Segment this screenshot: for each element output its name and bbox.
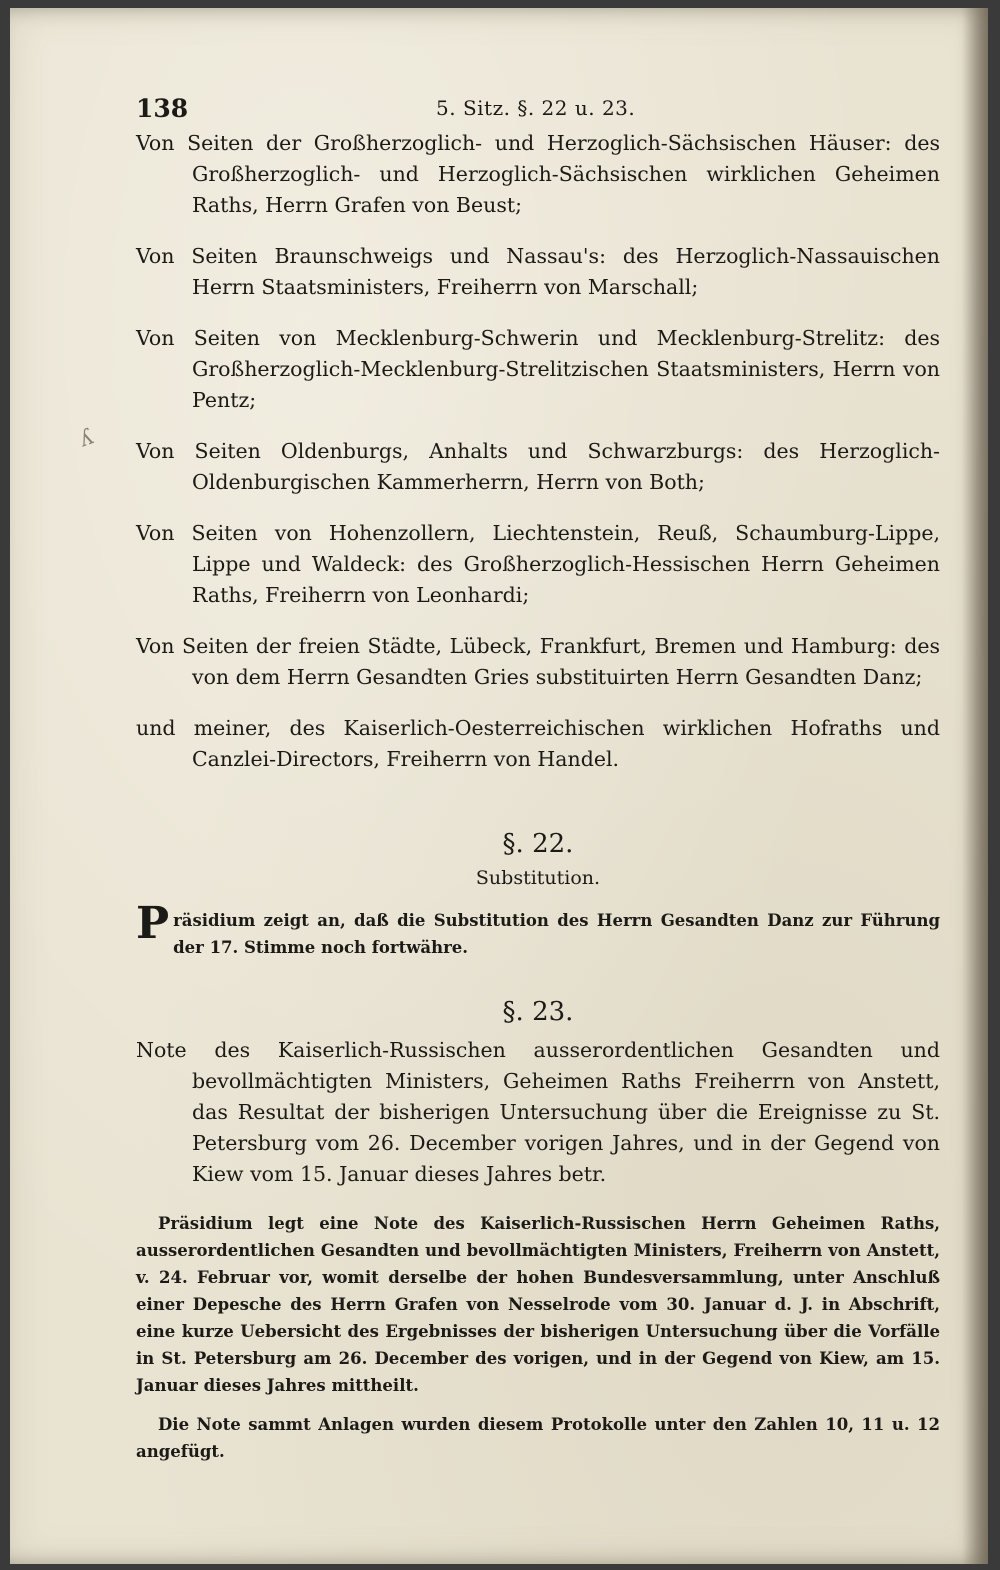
section-23-paragraph-1: Präsidium legt eine Note des Kaiserlich-Russischen Herrn Geheimen Raths, ausserordentlichen Gesandten und bevollmächtigten Ministers, Freiherrn von Anstett, v. 24. Februar vor, womit derselbe der hohen Bundesversammlung, unter Anschluß einer Depesche des Herrn Grafen von Nesselrode vom 30. Januar d. J. in Abschrift, eine kurze Uebersicht des Ergebnisses der bisherigen Untersuchung über die Vorfälle in St. Petersburg am 26. December des vorigen, und in der Gegend von Kiew, am 15. Januar dieses Jahres mittheilt. xyxy=(136,1214,940,1395)
page-number: 138 xyxy=(136,94,189,123)
stray-ink-mark: ʎ xyxy=(76,424,97,453)
section-22-body: räsidium zeigt an, daß die Substitution des Herrn Gesandten Danz zur Führung der 17. Stimme noch fortwähre. xyxy=(173,911,940,957)
entry-mecklenburg: Von Seiten von Mecklenburg-Schwerin und Mecklenburg-Strelitz: des Großherzoglich-Mecklenburg-Strelitzischen Staatsministers, Herrn von Pentz; xyxy=(136,326,940,412)
entry-hohenzollern: Von Seiten von Hohenzollern, Liechtenstein, Reuß, Schaumburg-Lippe, Lippe und Waldeck: des Großherzoglich-Hessischen Herrn Geheimen Raths, Freiherrn von Leonhardi; xyxy=(136,521,940,607)
section-22-heading: §. 22. xyxy=(502,829,574,859)
page-edge-shadow xyxy=(962,8,988,1564)
page-header xyxy=(136,90,936,130)
section-23-heading: §. 23. xyxy=(502,997,574,1027)
section-23-paragraph-2: Die Note sammt Anlagen wurden diesem Protokolle unter den Zahlen 10, 11 u. 12 angefügt. xyxy=(136,1415,940,1461)
section-22-subtitle: Substitution. xyxy=(475,867,601,889)
entry-saxon-houses: Von Seiten der Großherzoglich- und Herzoglich-Sächsischen Häuser: des Großherzoglich- und Herzoglich-Sächsischen wirklichen Geheimen Raths, Herrn Grafen von Beust; xyxy=(136,131,940,217)
section-23-summary: Note des Kaiserlich-Russischen ausserordentlichen Gesandten und bevollmächtigten Ministers, Geheimen Raths Freiherrn von Anstett, das Resultat der bisherigen Untersuchung über die Ereignisse zu St. Petersburg vom 26. December vorigen Jahres, und in der Gegend von Kiew vom 15. Januar dieses Jahres betr. xyxy=(136,1038,940,1186)
body-text xyxy=(136,128,940,1465)
entry-free-cities: Von Seiten der freien Städte, Lübeck, Frankfurt, Bremen und Hamburg: des von dem Herrn Gesandten Gries substituirten Herrn Gesandten Danz; xyxy=(136,634,940,689)
entry-braunschweig-nassau: Von Seiten Braunschweigs und Nassau's: des Herzoglich-Nassauischen Herrn Staatsministers, Freiherrn von Marschall; xyxy=(136,244,940,299)
running-head: 5. Sitz. §. 22 u. 23. xyxy=(436,96,636,120)
entry-oldenburg: Von Seiten Oldenburgs, Anhalts und Schwarzburgs: des Herzoglich-Oldenburgischen Kammerherrn, Herrn von Both; xyxy=(136,439,940,494)
document-page xyxy=(10,8,988,1564)
section-22-text xyxy=(136,898,940,961)
drop-cap: P xyxy=(136,898,170,949)
entry-author: und meiner, des Kaiserlich-Oesterreichischen wirklichen Hofraths und Canzlei-Directors, Freiherrn von Handel. xyxy=(136,716,940,771)
